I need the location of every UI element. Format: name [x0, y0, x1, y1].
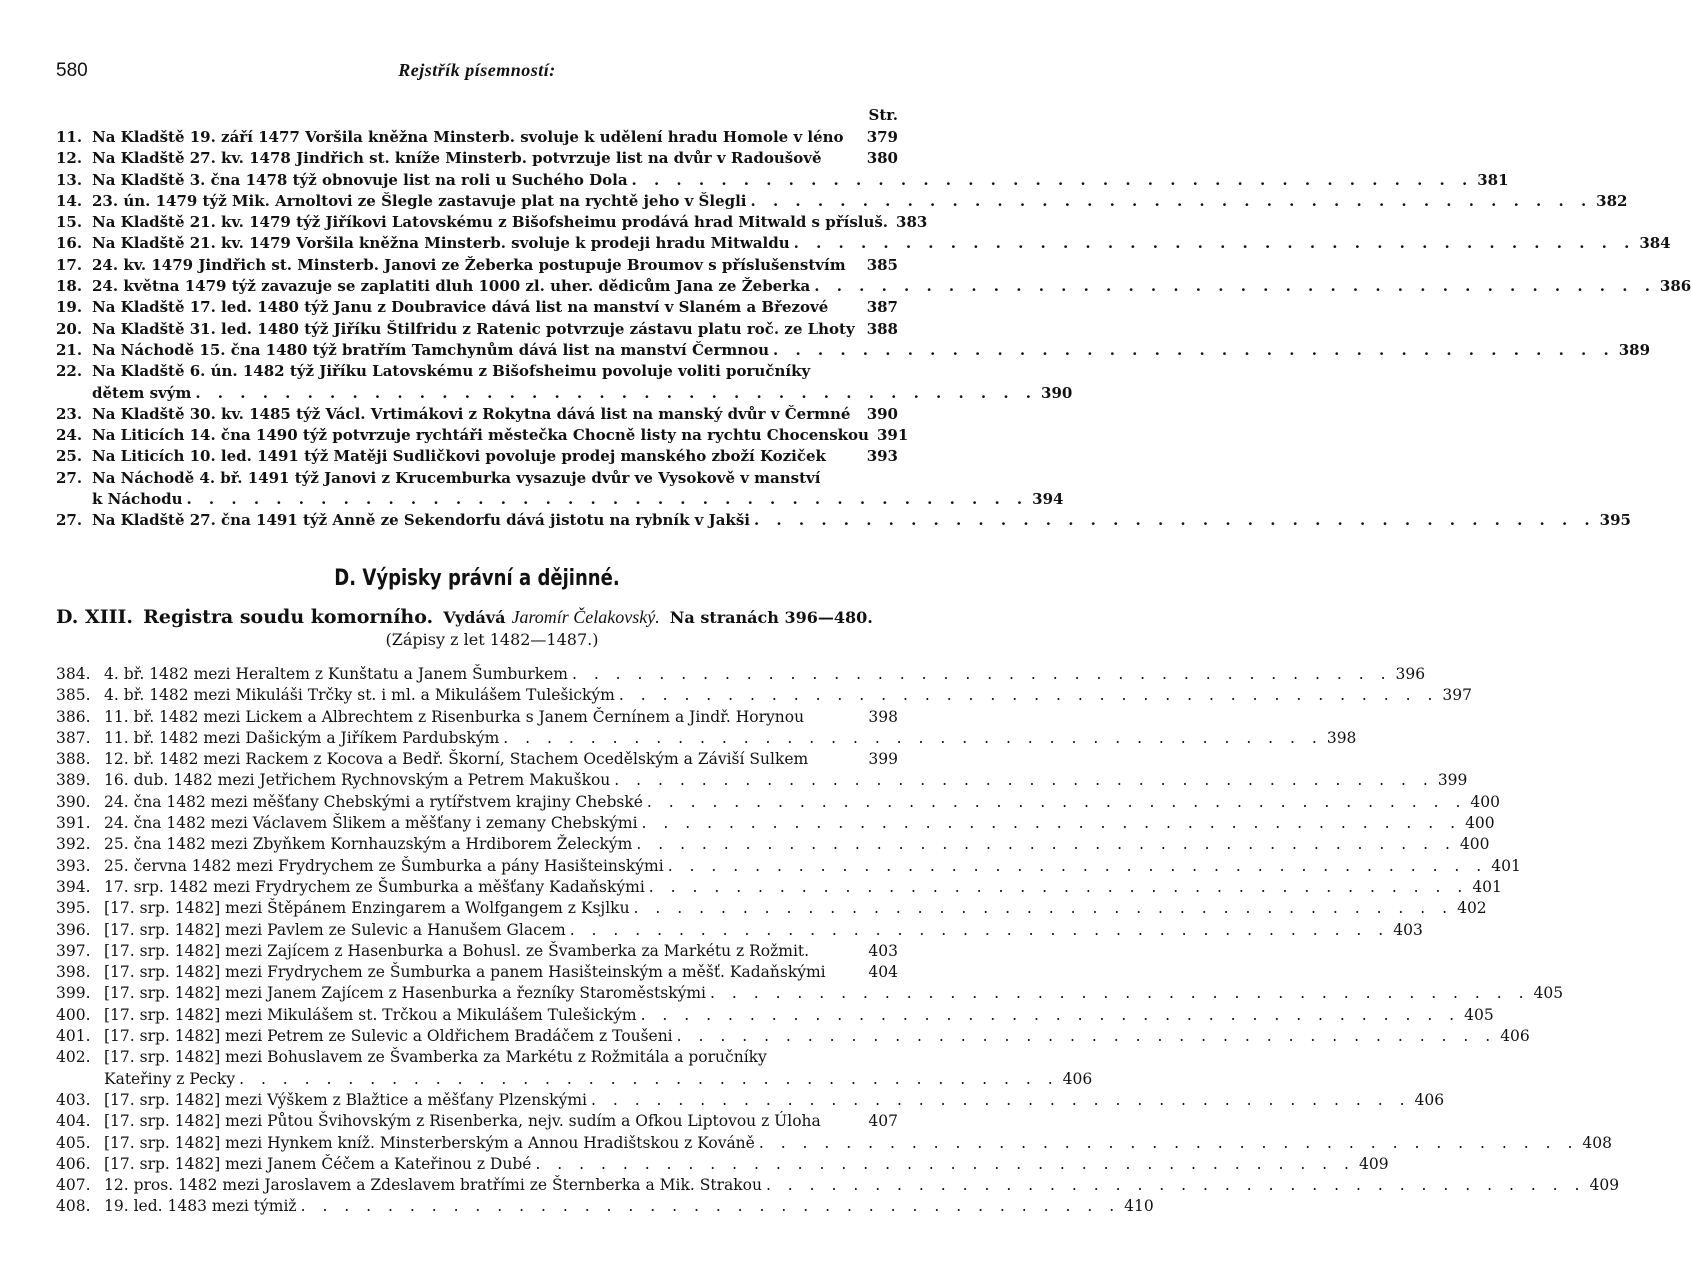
- entry-number: 396.: [56, 920, 91, 939]
- entry-text: 12. pros. 1482 mezi Jaroslavem a Zdeslavem bratřími ze Šternberka a Mik. Strakou: [104, 1176, 762, 1195]
- entry-page-ref: 386: [1659, 277, 1691, 296]
- subsection-header: [56, 606, 898, 649]
- entry-text: 24. kv. 1479 Jindřich st. Minsterb. Janovi ze Žeberka postupuje Broumov s příslušenstvím: [92, 255, 846, 274]
- entry-number: 407.: [56, 1176, 91, 1195]
- register-entry: [56, 1133, 1612, 1154]
- register-entry: [56, 962, 898, 983]
- entry-text: 16. dub. 1482 mezi Jetřichem Rychnovským a Petrem Makuškou: [104, 771, 611, 790]
- entry-page-ref: 395: [1599, 511, 1631, 530]
- entry-text: [17. srp. 1482] mezi Výškem z Blažtice a měšťany Plzenskými: [104, 1090, 587, 1109]
- entry-text: 17. srp. 1482 mezi Frydrychem ze Šumburka a měšťany Kadaňskými: [104, 877, 645, 896]
- entry-page-ref: 394: [1032, 490, 1064, 509]
- entry-number: 27.: [56, 511, 83, 530]
- dot-leader: . . . . . . . . . . . . . . . . . . . . . . . . . . . . . . . . . . . . . .: [571, 665, 1392, 683]
- register-entry: [56, 1090, 1445, 1111]
- entry-text: [17. srp. 1482] mezi Mikulášem st. Trčkou a Mikulášem Tulešickým: [104, 1005, 637, 1024]
- entry-text: Na Liticích 10. led. 1491 týž Matěji Sudličkovi povoluje prodej manského zboží Koziček: [92, 447, 826, 466]
- entry-text: Na Náchodě 4. bř. 1491 týž Janovi z Krucemburka vysazuje dvůr ve Vysokově v manství: [92, 468, 821, 487]
- entry-number: 387.: [56, 728, 91, 747]
- entry-number: 18.: [56, 277, 83, 296]
- entry-page-ref: 388: [866, 319, 898, 338]
- entry-text: [17. srp. 1482] mezi Petrem ze Sulevic a Oldřichem Bradáčem z Toušeni: [104, 1027, 673, 1046]
- dot-leader: . . . . . . . . . . . . . . . . . . . . . . . . . . . . . . . . . . . . . .: [710, 984, 1530, 1003]
- entry-number: 400.: [56, 1005, 91, 1024]
- entry-page-ref: 383: [896, 213, 928, 232]
- entry-page-ref: 404: [868, 963, 898, 982]
- entry-page-ref: 406: [1414, 1090, 1445, 1109]
- entry-number: 22.: [56, 362, 83, 381]
- register-entry: [56, 1154, 1389, 1175]
- entry-number: 401.: [56, 1027, 91, 1046]
- entry-text: Na Kladště 27. kv. 1478 Jindřich st. kníže Minsterb. potvrzuje list na dvůr v Radoušově: [92, 149, 822, 168]
- entry-text: 23. ún. 1479 týž Mik. Arnoltovi ze Šlegle zastavuje plat na rychtě jeho v Šlegli: [92, 191, 747, 210]
- subsection-note: (Zápisy z let 1482—1487.): [385, 630, 599, 649]
- dot-leader: . . . . . . . . . . . . . . . . . . . . . . . . . . . . . . . . . . . . . .: [773, 340, 1615, 359]
- entry-page-ref: 390: [1041, 383, 1073, 402]
- entry-number: 385.: [56, 686, 91, 705]
- register-entry: [56, 212, 928, 233]
- entry-number: 14.: [56, 191, 83, 210]
- entry-number: 397.: [56, 941, 91, 960]
- register-entry: [56, 127, 898, 148]
- dot-leader: . . . . . . . . . . . . . . . . . . . . . . . . . . . . . . . . . . . . . .: [618, 686, 1439, 705]
- running-title: Rejstřík písemností:: [398, 60, 556, 80]
- dot-leader: . . . . . . . . . . . . . . . . . . . . . . . . . . . . . . . . . . . . . .: [631, 170, 1474, 189]
- entry-text: 11. bř. 1482 mezi Lickem a Albrechtem z Risenburka s Janem Černínem a Jindř. Horynou: [104, 707, 805, 726]
- editor-label: Vydává: [443, 608, 506, 627]
- entry-number: 16.: [56, 234, 83, 253]
- register-entry: [56, 446, 898, 467]
- entry-page-ref: 398: [868, 707, 898, 726]
- entry-number: 393.: [56, 856, 91, 875]
- entry-number: 405.: [56, 1133, 91, 1152]
- entry-text: k Náchodu: [92, 490, 183, 509]
- entry-page-ref: 401: [1472, 877, 1502, 896]
- entry-number: 20.: [56, 319, 83, 338]
- entry-text: [17. srp. 1482] mezi Bohuslavem ze Švamberka za Markétu z Rožmitála a poručníky: [104, 1048, 767, 1067]
- entry-page-ref: 403: [1393, 920, 1423, 939]
- entry-number: 384.: [56, 665, 91, 683]
- entry-number: 12.: [56, 149, 83, 168]
- dot-leader: . . . . . . . . . . . . . . . . . . . . . . . . . . . . . . . . . . . . . .: [814, 277, 1656, 296]
- entry-number: 390.: [56, 792, 91, 811]
- register-entry: [56, 898, 1487, 919]
- entry-text: Na Kladště 3. čna 1478 týž obnovuje list na roli u Suchého Dola: [92, 170, 628, 189]
- entry-page-ref: 389: [1618, 340, 1651, 359]
- entry-text: 24. května 1479 týž zavazuje se zaplatiti dluh 1000 zl. uher. dědicům Jana ze Žeberka: [92, 277, 811, 296]
- entry-page-ref: 399: [1437, 771, 1468, 790]
- entry-number: 404.: [56, 1112, 91, 1131]
- entry-number: 23.: [56, 404, 83, 423]
- entry-page-ref: 402: [1457, 899, 1487, 918]
- entry-number: 386.: [56, 707, 91, 726]
- register-entry: [56, 1175, 1620, 1196]
- page-column-label: Str.: [868, 106, 898, 124]
- page-number: 580: [56, 60, 88, 81]
- entry-page-ref: 400: [1459, 835, 1490, 854]
- entry-number: 395.: [56, 899, 91, 918]
- dot-leader: . . . . . . . . . . . . . . . . . . . . . . . . . . . . . . . . . . . . . .: [636, 835, 1456, 854]
- register-entry: [56, 877, 1502, 898]
- register-entry: [56, 941, 898, 962]
- entry-number: 403.: [56, 1090, 91, 1109]
- register-entry: [56, 1026, 1530, 1047]
- entry-page-ref: 393: [866, 447, 898, 466]
- entry-number: 398.: [56, 963, 91, 982]
- register-entry: [56, 340, 1651, 361]
- entry-number: 406.: [56, 1154, 91, 1173]
- register-entry: [56, 749, 898, 770]
- entry-text: [17. srp. 1482] mezi Půtou Švihovským z Risenberka, nejv. sudím a Ofkou Liptovou z Úloha: [104, 1112, 821, 1131]
- entry-page-ref: 406: [1500, 1027, 1530, 1046]
- entry-text: Na Liticích 14. čna 1490 týž potvrzuje rychtáři městečka Chocně listy na rychtu Chocenskou: [92, 426, 869, 445]
- dot-leader: . . . . . . . . . . . . . . . . . . . . . . . . . . . . . . . . . . . . . .: [186, 490, 1029, 509]
- entry-number: 399.: [56, 984, 91, 1003]
- editor-name: Jaromír Čelakovský.: [511, 607, 660, 627]
- register-entry: [56, 255, 898, 276]
- entry-number: 11.: [56, 128, 83, 146]
- register-entry: [56, 319, 898, 340]
- page-range: Na stranách 396—480.: [669, 608, 873, 627]
- entry-text: [17. srp. 1482] mezi Frydrychem ze Šumburka a panem Hasišteinským a měšť. Kadaňskými: [104, 963, 826, 982]
- dot-leader: . . . . . . . . . . . . . . . . . . . . . . . . . . . . . . . . . . . . . .: [793, 234, 1636, 253]
- entry-text: 24. čna 1482 mezi měšťany Chebskými a rytířstvem krajiny Chebské: [104, 792, 643, 811]
- entry-text: [17. srp. 1482] mezi Pavlem ze Sulevic a Hanušem Glacem: [104, 920, 566, 939]
- entry-text: [17. srp. 1482] mezi Janem Čéčem a Kateřinou z Dubé: [104, 1154, 532, 1173]
- entry-number: 392.: [56, 835, 91, 854]
- entry-number: 15.: [56, 213, 83, 232]
- entry-number: 389.: [56, 771, 91, 790]
- entry-text: 11. bř. 1482 mezi Dašickým a Jiříkem Pardubským: [104, 728, 500, 747]
- entry-text: Na Kladště 6. ún. 1482 týž Jiříku Latovskému z Bišofsheimu povoluje voliti poručníky: [92, 362, 811, 381]
- entry-text: Na Kladště 31. led. 1480 týž Jiříku Štilfridu z Ratenic potvrzuje zástavu platu roč. ze Lhoty: [92, 319, 855, 338]
- entry-text: [17. srp. 1482] mezi Zajícem z Hasenburka a Bohusl. ze Švamberka za Markétu z Rožmit.: [104, 941, 810, 960]
- entry-page-ref: 407: [868, 1112, 898, 1131]
- subsection-title: Registra soudu komorního.: [143, 606, 434, 628]
- entry-text: [17. srp. 1482] mezi Janem Zajícem z Hasenburka a řezníky Staroměstskými: [104, 984, 707, 1003]
- register-entry: [56, 1047, 1093, 1090]
- dot-leader: . . . . . . . . . . . . . . . . . . . . . . . . . . . . . . . . . . . . . .: [648, 877, 1469, 896]
- register-entry: [56, 191, 1628, 212]
- entry-page-ref: 398: [1326, 728, 1357, 747]
- entry-page-ref: 381: [1477, 170, 1509, 189]
- entry-number: 25.: [56, 447, 83, 466]
- register-entry: [56, 770, 1468, 791]
- register-entry: [56, 510, 1631, 531]
- entry-text: Na Kladště 27. čna 1491 týž Anně ze Sekendorfu dává jistotu na rybník v Jakši: [92, 511, 750, 530]
- register-entry: [56, 361, 1073, 404]
- entry-page-ref: 405: [1464, 1005, 1494, 1024]
- entry-number: 13.: [56, 170, 83, 189]
- entry-page-ref: 410: [1124, 1197, 1154, 1216]
- dot-leader: . . . . . . . . . . . . . . . . . . . . . . . . . . . . . . . . . . . . . .: [535, 1154, 1355, 1173]
- entry-text: [17. srp. 1482] mezi Hynkem kníž. Minsterberským a Annou Hradištskou z Kováně: [104, 1133, 755, 1152]
- dot-leader: . . . . . . . . . . . . . . . . . . . . . . . . . . . . . . . . . . . . . .: [590, 1090, 1411, 1109]
- entry-page-ref: 390: [866, 404, 898, 423]
- entry-text: dětem svým: [92, 383, 192, 402]
- entry-number: 388.: [56, 750, 91, 769]
- entry-page-ref: 401: [1491, 856, 1521, 875]
- register-entry: [56, 233, 1671, 254]
- dot-leader: . . . . . . . . . . . . . . . . . . . . . . . . . . . . . . . . . . . . . .: [640, 1005, 1461, 1024]
- register-entry: [56, 404, 898, 425]
- register-entry: [56, 276, 1691, 297]
- dot-leader: . . . . . . . . . . . . . . . . . . . . . . . . . . . . . . . . . . . . . .: [758, 1133, 1579, 1152]
- register-entry: [56, 170, 1509, 191]
- entry-text: 24. čna 1482 mezi Václavem Šlikem a měšťany i zemany Chebskými: [104, 814, 638, 833]
- register-entry: [56, 1111, 898, 1132]
- entry-text: Na Kladště 21. kv. 1479 Voršila kněžna Minsterb. svoluje k prodeji hradu Mitwaldu: [92, 234, 790, 253]
- register-entry: [56, 1005, 1494, 1026]
- entry-text: 25. čna 1482 mezi Zbyňkem Kornhauzským a Hrdiborem Želeckým: [104, 835, 633, 854]
- entry-page-ref: 409: [1589, 1176, 1620, 1195]
- entry-page-ref: 406: [1062, 1069, 1093, 1088]
- section-heading: D. Výpisky právní a dějinné.: [334, 566, 620, 591]
- register-entry: [56, 425, 909, 446]
- entry-page-ref: 396: [1395, 665, 1426, 683]
- entry-page-ref: 408: [1582, 1133, 1612, 1152]
- register-list-bottom: [56, 664, 1620, 1218]
- entry-text: 4. bř. 1482 mezi Mikuláši Trčky st. i ml. a Mikulášem Tulešickým: [104, 686, 615, 705]
- dot-leader: . . . . . . . . . . . . . . . . . . . . . . . . . . . . . . . . . . . . . .: [753, 511, 1596, 530]
- entry-page-ref: 400: [1470, 792, 1501, 811]
- dot-leader: . . . . . . . . . . . . . . . . . . . . . . . . . . . . . . . . . . . . . .: [239, 1069, 1059, 1088]
- entry-number: 24.: [56, 426, 83, 445]
- entry-page-ref: 409: [1358, 1154, 1389, 1173]
- dot-leader: . . . . . . . . . . . . . . . . . . . . . . . . . . . . . . . . . . . . . .: [195, 383, 1038, 402]
- register-entry: [56, 707, 898, 728]
- register-list-top: [56, 127, 1691, 532]
- dot-leader: . . . . . . . . . . . . . . . . . . . . . . . . . . . . . . . . . . . . . .: [300, 1197, 1121, 1216]
- entry-number: 19.: [56, 298, 83, 317]
- dot-leader: . . . . . . . . . . . . . . . . . . . . . . . . . . . . . . . . . . . . . .: [641, 814, 1462, 833]
- entry-number: 402.: [56, 1048, 91, 1067]
- register-entry: [56, 834, 1490, 855]
- entry-text: 12. bř. 1482 mezi Rackem z Kocova a Bedř. Škorní, Stachem Ocedělským a Záviší Sulkem: [104, 750, 809, 769]
- register-entry: [56, 468, 1064, 511]
- entry-number: 394.: [56, 877, 91, 896]
- entry-page-ref: 397: [1442, 686, 1473, 705]
- entry-page-ref: 399: [868, 750, 898, 769]
- register-entry: [56, 856, 1521, 877]
- entry-page-ref: 382: [1596, 191, 1628, 210]
- entry-text: Na Náchodě 15. čna 1480 týž bratřím Tamchynům dává list na manství Čermnou: [92, 340, 770, 359]
- entry-page-ref: 384: [1639, 234, 1671, 253]
- dot-leader: . . . . . . . . . . . . . . . . . . . . . . . . . . . . . . . . . . . . . .: [676, 1027, 1497, 1046]
- running-head: [56, 60, 898, 86]
- entry-page-ref: 385: [866, 255, 898, 274]
- entry-text: 25. června 1482 mezi Frydrychem ze Šumburka a pány Hasišteinskými: [104, 856, 664, 875]
- dot-leader: . . . . . . . . . . . . . . . . . . . . . . . . . . . . . . . . . . . . . .: [569, 920, 1390, 939]
- dot-leader: . . . . . . . . . . . . . . . . . . . . . . . . . . . . . . . . . . . . . .: [750, 191, 1593, 210]
- entry-number: 391.: [56, 814, 91, 833]
- register-entry: [56, 664, 1426, 685]
- dot-leader: . . . . . . . . . . . . . . . . . . . . . . . . . . . . . . . . . . . . . .: [765, 1176, 1586, 1195]
- register-entry: [56, 792, 1501, 813]
- entry-page-ref: 380: [866, 149, 898, 168]
- entry-page-ref: 379: [866, 128, 898, 146]
- register-entry: [56, 728, 1357, 749]
- entry-number: 21.: [56, 340, 83, 359]
- dot-leader: . . . . . . . . . . . . . . . . . . . . . . . . . . . . . . . . . . . . . .: [503, 728, 1323, 747]
- entry-text: Na Kladště 21. kv. 1479 týž Jiříkovi Latovskému z Bišofsheimu prodává hrad Mitwald s přísluš.: [92, 213, 889, 232]
- entry-page-ref: 405: [1533, 984, 1564, 1003]
- entry-page-ref: 403: [868, 941, 898, 960]
- entry-text: Na Kladště 30. kv. 1485 týž Václ. Vrtimákovi z Rokytna dává list na manský dvůr v Čermné: [92, 404, 851, 423]
- dot-leader: . . . . . . . . . . . . . . . . . . . . . . . . . . . . . . . . . . . . . .: [614, 771, 1434, 790]
- entry-text: Kateřiny z Pecky: [104, 1069, 236, 1088]
- entry-page-ref: 391: [876, 426, 909, 445]
- entry-text: Na Kladště 19. září 1477 Voršila kněžna Minsterb. svoluje k udělení hradu Homole v léno: [92, 128, 844, 146]
- entry-text: 19. led. 1483 mezi týmiž: [104, 1197, 297, 1216]
- register-entry: [56, 983, 1564, 1004]
- entry-page-ref: 387: [866, 298, 898, 317]
- entry-number: 408.: [56, 1197, 91, 1216]
- register-entry: [56, 1196, 1154, 1217]
- register-entry: [56, 297, 898, 318]
- dot-leader: . . . . . . . . . . . . . . . . . . . . . . . . . . . . . . . . . . . . . .: [633, 899, 1454, 918]
- entry-page-ref: 400: [1465, 814, 1495, 833]
- entry-text: 4. bř. 1482 mezi Heraltem z Kunštatu a Janem Šumburkem: [104, 665, 568, 683]
- entry-text: Na Kladště 17. led. 1480 týž Janu z Doubravice dává list na manství v Slaném a Březové: [92, 298, 829, 317]
- dot-leader: . . . . . . . . . . . . . . . . . . . . . . . . . . . . . . . . . . . . . .: [667, 856, 1488, 875]
- register-entry: [56, 685, 1473, 706]
- register-entry: [56, 920, 1423, 941]
- register-entry: [56, 148, 898, 169]
- entry-text: [17. srp. 1482] mezi Štěpánem Enzingarem a Wolfgangem z Ksjlku: [104, 899, 630, 918]
- dot-leader: . . . . . . . . . . . . . . . . . . . . . . . . . . . . . . . . . . . . . .: [646, 792, 1467, 811]
- entry-number: 27.: [56, 468, 83, 487]
- entry-number: 17.: [56, 255, 83, 274]
- subsection-id: D. XIII.: [56, 606, 134, 628]
- register-entry: [56, 813, 1495, 834]
